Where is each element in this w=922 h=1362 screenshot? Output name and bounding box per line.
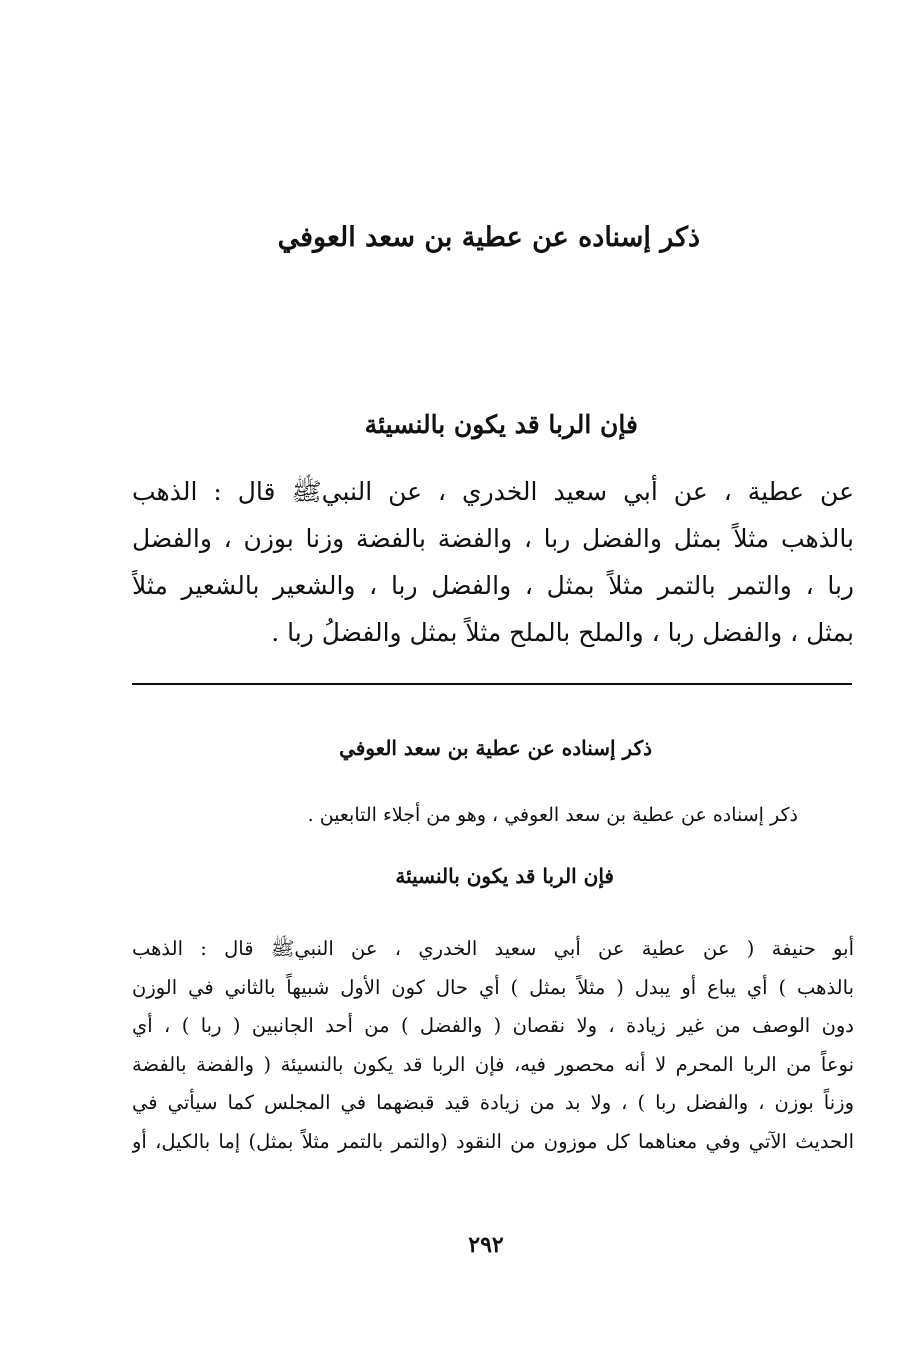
- hadith-text: [132, 468, 854, 656]
- hadith-line: عن عطية ، عن أبي سعيد الخدري ، عن النبيﷺ قال : الذهب: [132, 477, 854, 506]
- page-number: ٢٩٢: [468, 1232, 504, 1258]
- commentary-line: أبو حنيفة ( عن عطية عن أبي سعيد الخدري ، عن النبيﷺ قال : الذهب: [132, 937, 854, 960]
- commentary-line: الحديث الآتي وفي معناهما كل موزون من النقود (والتمر بالتمر مثلاً بمثل) إما بالكيل، أو: [132, 1129, 854, 1153]
- hadith-line: بمثل ، والفضل ربا ، والملح بالملح مثلاً بمثل والفضلُ ربا .: [271, 618, 854, 647]
- hadith-line: ربا ، والتمر بالتمر مثلاً بمثل ، والفضل ربا ، والشعير بالشعير مثلاً: [132, 571, 854, 600]
- matn-heading: فإن الربا قد يكون بالنسيئة: [364, 410, 638, 439]
- commentary-line: دون الوصف من غير زيادة ، ولا نقصان ( والفضل ) من أحد الجانبين ( ربا ) ، أي: [132, 1014, 854, 1037]
- commentary-line: وزناً بوزن ، والفضل ربا ) ، ولا بد من زيادة قيد قبضهما في المجلس كما سيأتي في: [132, 1091, 854, 1114]
- section-divider: [132, 683, 852, 685]
- commentary-heading: ذكر إسناده عن عطية بن سعد العوفي: [339, 736, 652, 760]
- commentary-line: نوعاً من الربا المحرم لا أنه محصور فيه، فإن الربا قد يكون بالنسيئة ( والفضة بالفضة: [132, 1052, 854, 1076]
- hadith-line: بالذهب مثلاً بمثل والفضل ربا ، والفضة بالفضة وزنا بوزن ، والفضل: [132, 524, 854, 553]
- commentary-line: بالذهب ) أي يباع أو يبدل ( مثلاً بمثل ) أي حال كون الأول شبيهاً بالثاني في الوزن: [132, 975, 854, 999]
- commentary-intro: ذكر إسناده عن عطية بن سعد العوفي ، وهو من أجلاء التابعين .: [307, 804, 798, 826]
- page-title: ذكر إسناده عن عطية بن سعد العوفي: [277, 222, 700, 253]
- commentary-subheading: فإن الربا قد يكون بالنسيئة: [395, 864, 614, 888]
- commentary-text: [132, 930, 854, 1161]
